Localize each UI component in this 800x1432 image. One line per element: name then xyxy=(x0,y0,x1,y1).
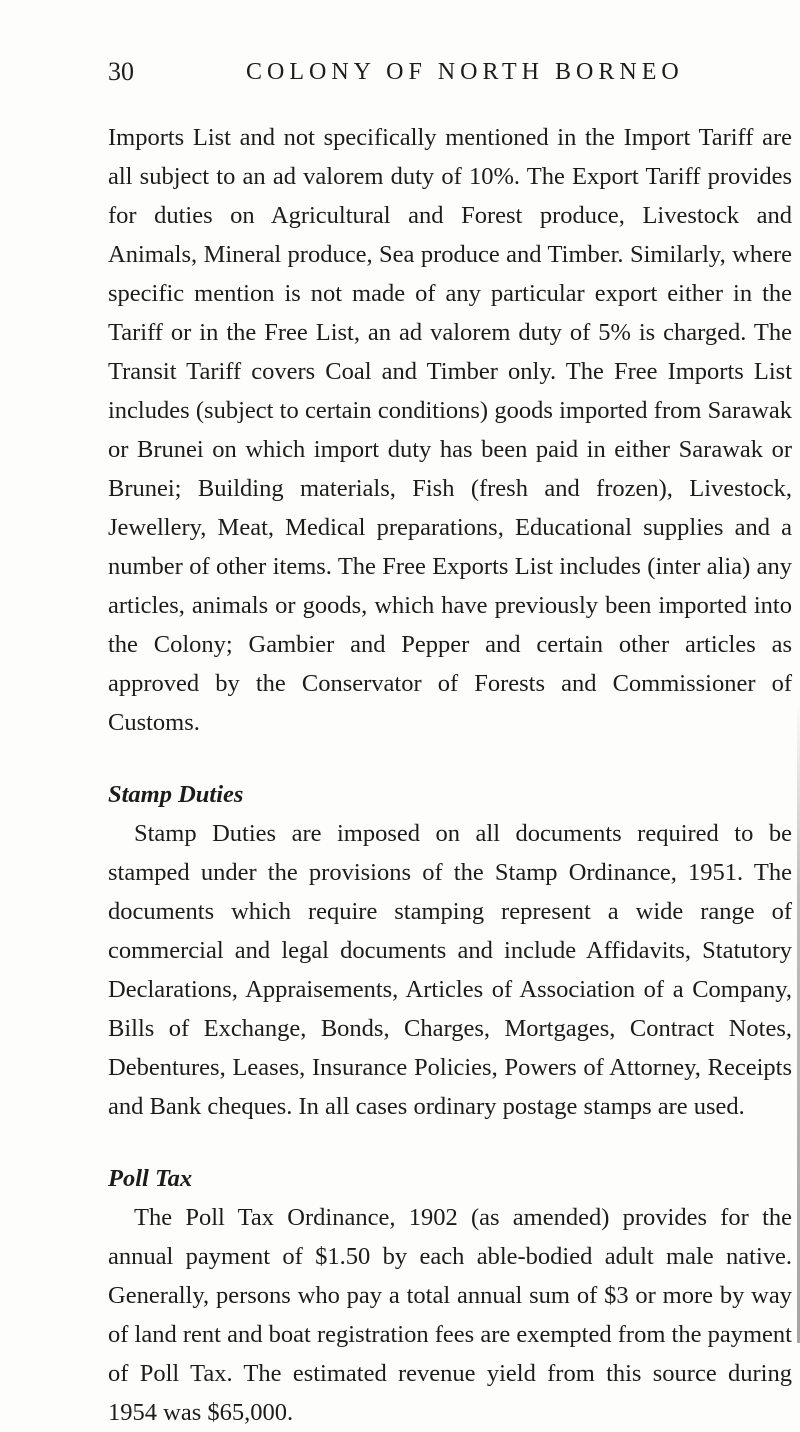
section-paragraph: The Poll Tax Ordinance, 1902 (as amended) provides for the annual payment of $1.50 by each able-bodied adult male native. Generally, persons who pay a total annual sum of $3 or more by way of land rent and boat registration fees are exempted from the payment of Poll Tax. The estimated revenue yield from this source during 1954 was $65,000. xyxy=(108,1204,792,1426)
section-poll-tax xyxy=(108,1159,792,1432)
section-paragraph: Stamp Duties are imposed on all documents required to be stamped under the provisions of the Stamp Ordinance, 1951. The documents which require stamping represent a wide range of commercial and legal documents and include Affidavits, Statutory Declarations, Appraisements, Articles of Association of a Company, Bills of Exchange, Bonds, Charges, Mortgages, Contract Notes, Debentures, Leases, Insurance Policies, Powers of Attorney, Receipts and Bank cheques. In all cases ordinary postage stamps are used. xyxy=(108,820,792,1120)
page-header xyxy=(108,56,792,90)
section-heading: Poll Tax xyxy=(108,1165,193,1192)
page-number: 30 xyxy=(108,57,134,86)
section-heading: Stamp Duties xyxy=(108,781,244,808)
intro-paragraph: Imports List and not specifically mentioned in the Import Tariff are all subject to an ad valorem duty of 10%. The Export Tariff provides for duties on Agricultural and Forest produce, Livestock and Animals, Mineral produce, Sea produce and Timber. Similarly, where specific mention is not made of any particular export either in the Tariff or in the Free List, an ad valorem duty of 5% is charged. The Transit Tariff covers Coal and Timber only. The Free Imports List includes (subject to certain conditions) goods imported from Sarawak or Brunei on which import duty has been paid in either Sarawak or Brunei; Building materials, Fish (fresh and frozen), Livestock, Jewellery, Meat, Medical preparations, Educational supplies and a number of other items. The Free Exports List includes (inter alia) any articles, animals or goods, which have previously been imported into the Colony; Gambier and Pepper and certain other articles as approved by the Conservator of Forests and Commissioner of Customs. xyxy=(108,124,792,736)
running-head: COLONY OF NORTH BORNEO xyxy=(246,59,684,85)
section-stamp-duties xyxy=(108,775,792,1126)
document-page xyxy=(108,56,792,1432)
